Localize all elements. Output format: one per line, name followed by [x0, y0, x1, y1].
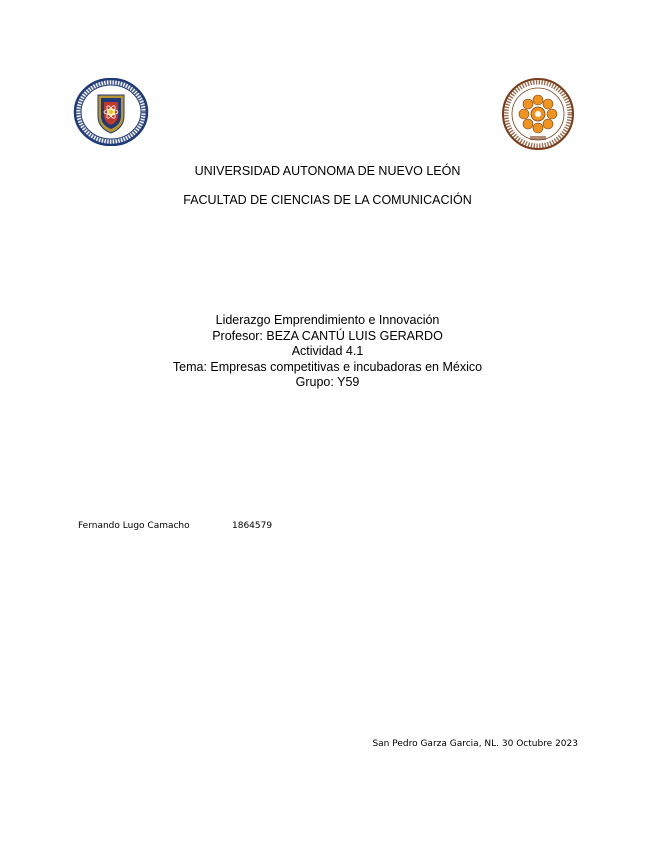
place-date: San Pedro Garza Garcia, NL. 30 Octubre 2023 — [372, 739, 578, 749]
student-id: 1864579 — [232, 521, 273, 531]
student-info — [78, 521, 273, 531]
course-details — [0, 313, 655, 391]
uanl-seal-icon — [73, 78, 149, 146]
activity-number: Actividad 4.1 — [291, 344, 364, 358]
topic-title: Tema: Empresas competitivas e incubadoras en México — [172, 359, 483, 374]
course-name: Liderazgo Emprendimiento e Innovación — [215, 313, 440, 327]
faculty-name: FACULTAD DE CIENCIAS DE LA COMUNICACIÓN — [183, 193, 472, 207]
student-name: Fernando Lugo Camacho — [78, 521, 190, 531]
group-code: Grupo: Y59 — [295, 375, 360, 389]
university-name: UNIVERSIDAD AUTONOMA DE NUEVO LEÓN — [194, 164, 461, 178]
professor-name: Profesor: BEZA CANTÚ LUIS GERARDO — [212, 328, 443, 343]
fcc-seal-icon — [500, 78, 576, 150]
